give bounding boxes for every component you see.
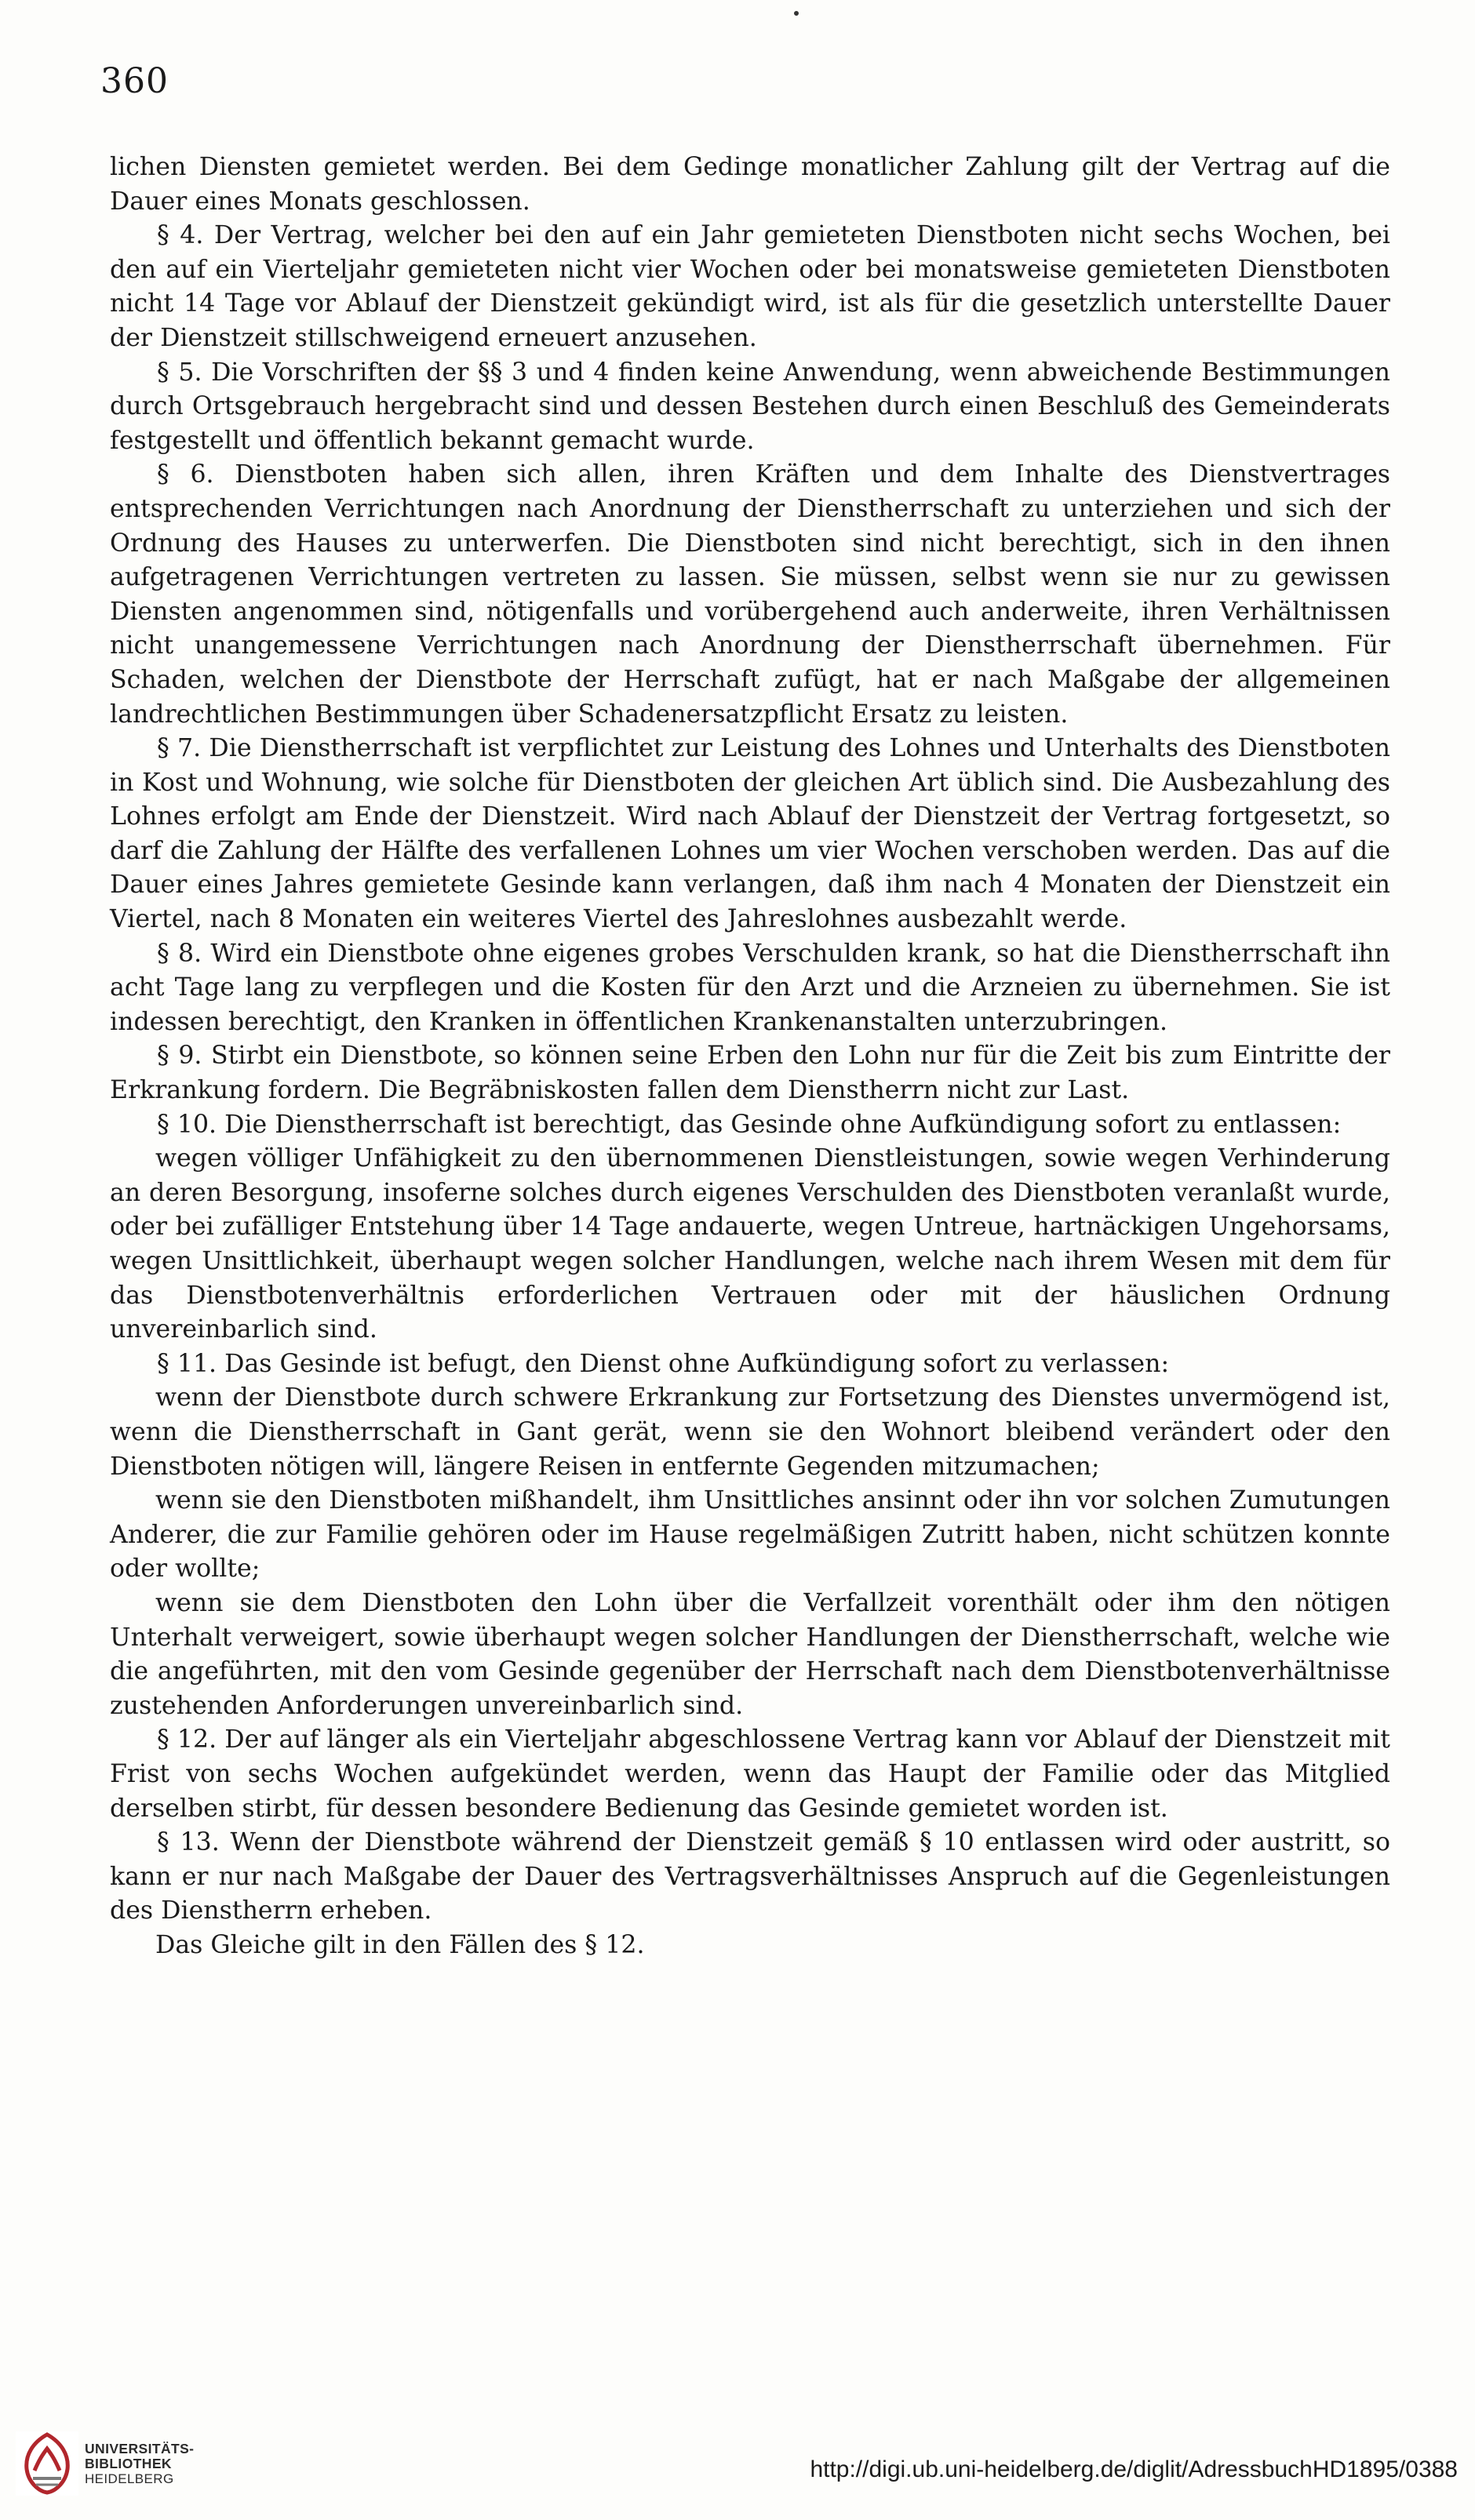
page-number: 360 xyxy=(100,61,169,101)
scan-dot-mark xyxy=(794,11,799,16)
library-name-line-2: BIBLIOTHEK xyxy=(85,2456,172,2471)
paragraph-section-5: § 5. Die Vorschriften der §§ 3 und 4 finden keine Anwendung, wenn abweichende Bestimmungen durch Ortsgebrauch hergebracht sind und dessen Bestehen durch einen Beschluß des Gemeinderats festgestellt und öffentlich bekannt gemacht wurde. xyxy=(110,358,1390,455)
paragraph-section-10-clause: wegen völliger Unfähigkeit zu den übernommenen Dienstleistungen, sowie wegen Verhinderung an deren Besorgung, insoferne solches durch eigenes Verschulden des Dienstboten veranlaßt wurde, oder bei zufälliger Entstehung über 14 Tage andauerte, wegen Untreue, hartnäckigen Ungehorsams, wegen Unsittlichkeit, überhaupt wegen solcher Handlungen, welche nach ihrem Wesen mit dem für das Dienstbotenverhältnis erforderlichen Vertrauen oder mit der häuslichen Ordnung unvereinbarlich sind. xyxy=(110,1144,1390,1344)
paragraph-section-4: § 4. Der Vertrag, welcher bei den auf ein Jahr gemieteten Dienstboten nicht sechs Wochen, bei den auf ein Vierteljahr gemieteten nicht vier Wochen oder bei monatsweise gemieteten Dienstboten nicht 14 Tage vor Ablauf der Dienstzeit gekündigt wird, ist als für die gesetzlich unterstellte Dauer der Dienstzeit stillschweigend erneuert anzusehen. xyxy=(110,221,1390,352)
paragraph-section-11: § 11. Das Gesinde ist befugt, den Dienst ohne Aufkündigung sofort zu verlassen: xyxy=(157,1349,1170,1378)
library-name xyxy=(85,2442,194,2486)
paragraph-section-13: § 13. Wenn der Dienstbote während der Dienstzeit gemäß § 10 entlassen wird oder austritt, so kann er nur nach Maßgabe der Dauer des Vertragsverhältnisses Anspruch auf die Gegenleistungen des Dienstherrn erheben. xyxy=(110,1828,1390,1925)
paragraph-section-11-clause-1: wenn der Dienstbote durch schwere Erkrankung zur Fortsetzung des Dienstes unvermögend ist, wenn die Dienstherrschaft in Gant gerät, wenn sie den Wohnort bleibend verändert oder den Dienstboten nötigen will, längere Reisen in entfernte Gegenden mitzumachen; xyxy=(110,1384,1390,1481)
paragraph-section-7: § 7. Die Dienstherrschaft ist verpflichtet zur Leistung des Lohnes und Unterhalts des Dienstboten in Kost und Wohnung, wie solche für Dienstboten der gleichen Art üblich sind. Die Ausbezahlung des Lohnes erfolgt am Ende der Dienstzeit. Wird nach Ablauf der Dienstzeit der Vertrag fortgesetzt, so darf die Zahlung der Hälfte des verfallenen Lohnes um vier Wochen verschoben werden. Das auf die Dauer eines Jahres gemietete Gesinde kann verlangen, daß ihm nach 4 Monaten der Dienstzeit ein Viertel, nach 8 Monaten ein weiteres Viertel des Jahreslohnes ausbezahlt werde. xyxy=(110,734,1390,934)
paragraph-section-11-clause-3: wenn sie dem Dienstboten den Lohn über die Verfallzeit vorenthält oder ihm den nötigen Unterhalt verweigert, sowie überhaupt wegen solcher Handlungen der Dienstherrschaft, welche wie die angeführten, mit den vom Gesinde gegenüber der Herrschaft nach dem Dienstbotenverhältnisse zustehenden Anforderungen unvereinbarlich sind. xyxy=(110,1588,1390,1720)
source-url-link[interactable]: http://digi.ub.uni-heidelberg.de/diglit/AdressbuchHD1895/0388 xyxy=(810,2456,1458,2482)
library-seal-icon xyxy=(16,2431,78,2496)
paragraph-section-8: § 8. Wird ein Dienstbote ohne eigenes grobes Verschulden krank, so hat die Dienstherrschaft ihn acht Tage lang zu verpflegen und die Kosten für den Arzt und die Arzneien zu übernehmen. Sie ist indessen berechtigt, den Kranken in öffentlichen Krankenanstalten unterzubringen. xyxy=(110,939,1390,1036)
library-name-line-3: HEIDELBERG xyxy=(85,2471,174,2486)
paragraph-section-12: § 12. Der auf länger als ein Vierteljahr abgeschlossene Vertrag kann vor Ablauf der Dienstzeit mit Frist von sechs Wochen aufgekündet werden, wenn das Haupt der Familie oder das Mitglied derselben stirbt, für dessen besondere Bedienung das Gesinde gemietet worden ist. xyxy=(110,1725,1390,1823)
paragraph-continuation: lichen Diensten gemietet werden. Bei dem Gedinge monatlicher Zahlung gilt der Vertrag auf die Dauer eines Monats geschlossen. xyxy=(110,153,1390,216)
body-text xyxy=(110,151,1390,1962)
page-footer xyxy=(0,2408,1475,2520)
paragraph-closing: Das Gleiche gilt in den Fällen des § 12. xyxy=(155,1930,645,1959)
paragraph-section-11-clause-2: wenn sie den Dienstboten mißhandelt, ihm Unsittliches ansinnt oder ihn vor solchen Zumutungen Anderer, die zur Familie gehören oder im Hause regelmäßigen Zutritt haben, nicht schützen konnte oder wollte; xyxy=(110,1486,1390,1584)
library-name-line-1: UNIVERSITÄTS- xyxy=(85,2441,195,2456)
paragraph-section-6: § 6. Dienstboten haben sich allen, ihren Kräften und dem Inhalte des Dienstvertrages entsprechenden Verrichtungen nach Anordnung der Dienstherrschaft zu unterziehen und sich der Ordnung des Hauses zu unterwerfen. Die Dienstboten sind nicht berechtigt, sich in den ihnen aufgetragenen Verrichtungen vertreten zu lassen. Sie müssen, selbst wenn sie nur zu gewissen Diensten angenommen sind, nötigenfalls und vorübergehend auch anderweite, ihren Verhältnissen nicht unangemessene Verrichtungen nach Anordnung der Dienstherrschaft übernehmen. Für Schaden, welchen der Dienstbote der Herrschaft zufügt, hat er nach Maßgabe der allgemeinen landrechtlichen Bestimmungen über Schadenersatzpflicht Ersatz zu leisten. xyxy=(110,460,1390,729)
paragraph-section-10: § 10. Die Dienstherrschaft ist berechtigt, das Gesinde ohne Aufkündigung sofort zu entlassen: xyxy=(157,1110,1342,1139)
paragraph-section-9: § 9. Stirbt ein Dienstbote, so können seine Erben den Lohn nur für die Zeit bis zum Eintritte der Erkrankung fordern. Die Begräbniskosten fallen dem Dienstherrn nicht zur Last. xyxy=(110,1042,1390,1105)
